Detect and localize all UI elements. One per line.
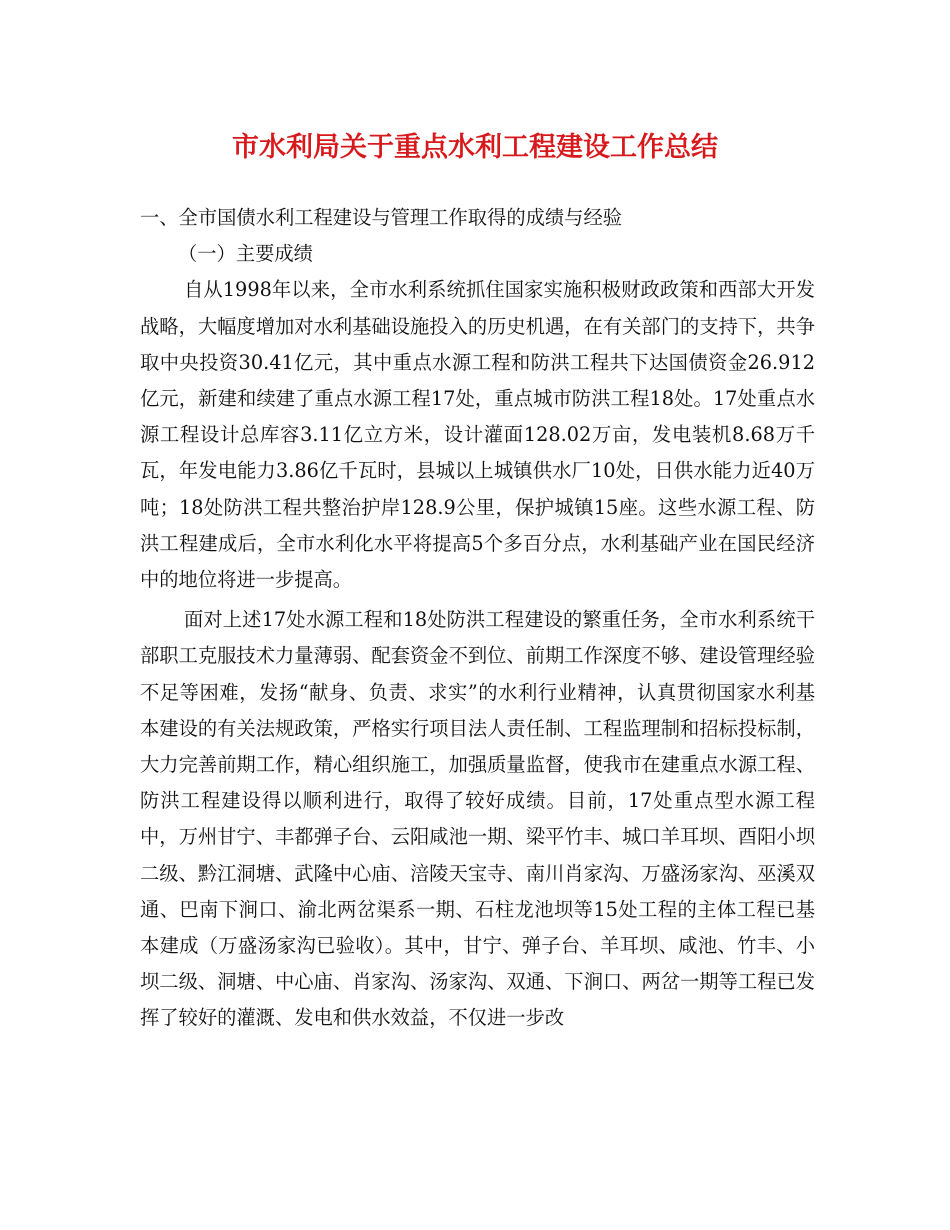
paragraph-2: 面对上述17处水源工程和18处防洪工程建设的繁重任务，全市水利系统干部职工克服技术力量薄弱、配套资金不到位、前期工作深度不够、建设管理经验不足等困难，发扬“献身、负责、求实”的水利行业精神，认真贯彻国家水利基本建设的有关法规政策，严格实行项目法人责任制、工程监理制和招标投标制，大力完善前期工作，精心组织施工，加强质量监督，使我市在建重点水源工程、防洪工程建设得以顺利进行，取得了较好成绩。目前，17处重点型水源工程中，万州甘宁、丰都弹子台、云阳咸池一期、梁平竹丰、城口羊耳坝、酉阳小坝二级、黔江洞塘、武隆中心庙、涪陵天宝寺、南川肖家沟、万盛汤家沟、巫溪双通、巴南下涧口、渝北两岔渠系一期、石柱龙池坝等15处工程的主体工程已基本建成（万盛汤家沟已验收）。其中，甘宁、弹子台、羊耳坝、咸池、竹丰、小坝二级、洞塘、中心庙、肖家沟、汤家沟、双通、下涧口、两岔一期等工程已发挥了较好的灌溉、发电和供水效益，不仅进一步改 [140,608,815,1030]
section-heading: 一、全市国债水利工程建设与管理工作取得的成绩与经验 [140,206,623,229]
document-title: 市水利局关于重点水利工程建设工作总结 [232,132,718,163]
paragraph-1: 自从1998年以来，全市水利系统抓住国家实施积极财政政策和西部大开发战略，大幅度增加对水利基础设施投入的历史机遇，在有关部门的支持下，共争取中央投资30.41亿元，其中重点水源工程和防洪工程共下达国债资金26.912亿元，新建和续建了重点水源工程17处，重点城市防洪工程18处。17处重点水源工程设计总库容3.11亿立方米，设计灌面128.02万亩，发电装机8.68万千瓦，年发电能力3.86亿千瓦时，县城以上城镇供水厂10处，日供水能力近40万吨；18处防洪工程共整治护岸128.9公里，保护城镇15座。这些水源工程、防洪工程建成后，全市水利化水平将提高5个多百分点，水利基础产业在国民经济中的地位将进一步提高。 [140,278,815,592]
subsection-heading: （一）主要成绩 [178,242,313,266]
document-body [140,200,815,1041]
